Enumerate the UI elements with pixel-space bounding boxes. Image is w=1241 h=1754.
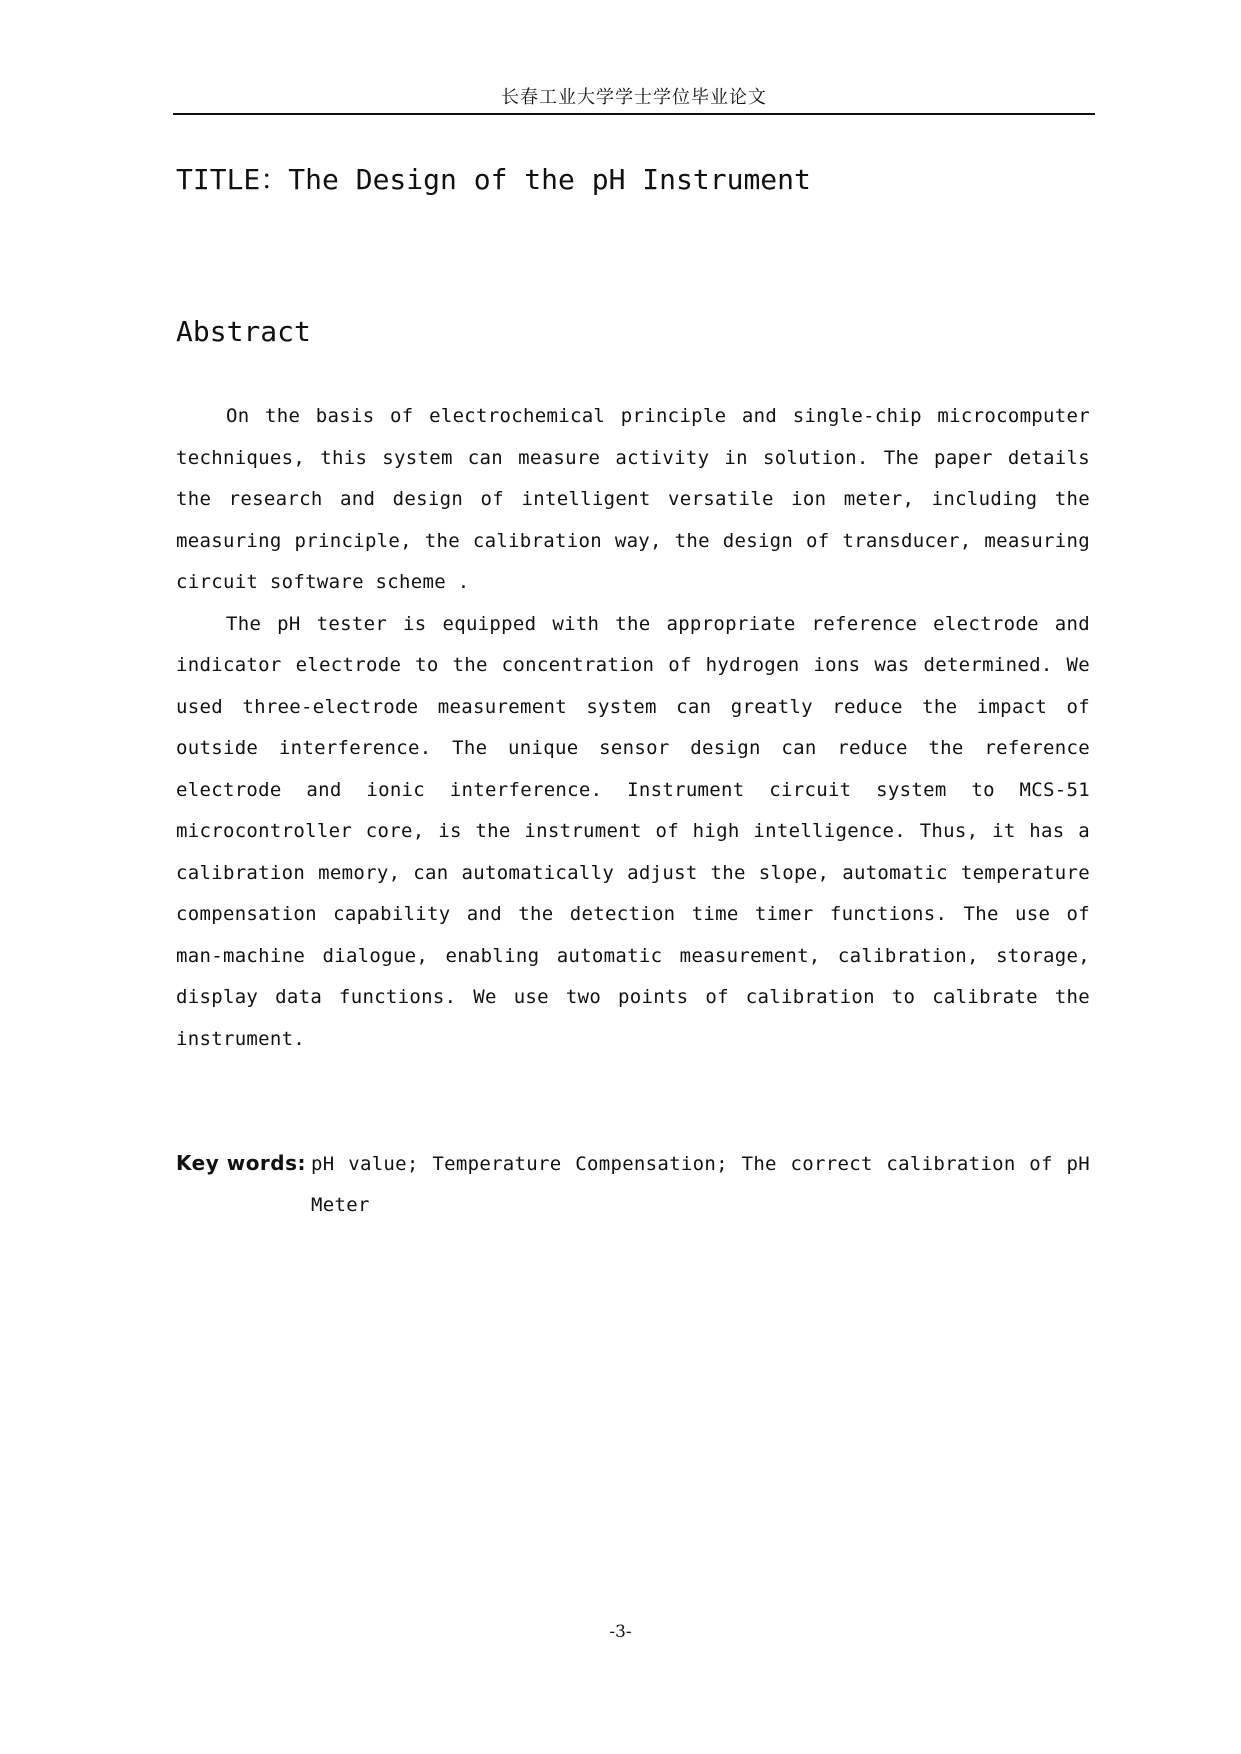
running-header: 长春工业大学学士学位毕业论文 (501, 87, 767, 108)
keywords-text: pH value; Temperature Compensation; The correct calibration of pH Meter (311, 1153, 1090, 1216)
header-rule (173, 113, 1095, 115)
page-number: -3- (609, 1622, 632, 1642)
keywords-label: Key words: (176, 1151, 307, 1175)
abstract-heading: Abstract (176, 315, 311, 348)
abstract-body (176, 396, 1090, 1060)
paper-title: TITLE：The Design of the pH Instrument (176, 163, 811, 196)
abstract-paragraph-1: On the basis of electrochemical principle and single-chip microcomputer techniques, this system can measure activity in solution. The paper details the research and design of intelligent versatile ion meter, including the measuring principle, the calibration way, the design of transducer, measuring circuit software scheme . (176, 405, 1090, 593)
keywords-block (176, 1143, 1090, 1226)
abstract-paragraph-2: The pH tester is equipped with the appropriate reference electrode and indicator electrode to the concentration of hydrogen ions was determined. We used three-electrode measurement system can greatly reduce the impact of outside interference. The unique sensor design can reduce the reference electrode and ionic interference. Instrument circuit system to MCS-51 microcontroller core, is the instrument of high intelligence. Thus, it has a calibration memory, can automatically adjust the slope, automatic temperature compensation capability and the detection time timer functions. The use of man-machine dialogue, enabling automatic measurement, calibration, storage, display data functions. We use two points of calibration to calibrate the instrument. (176, 612, 1090, 1050)
